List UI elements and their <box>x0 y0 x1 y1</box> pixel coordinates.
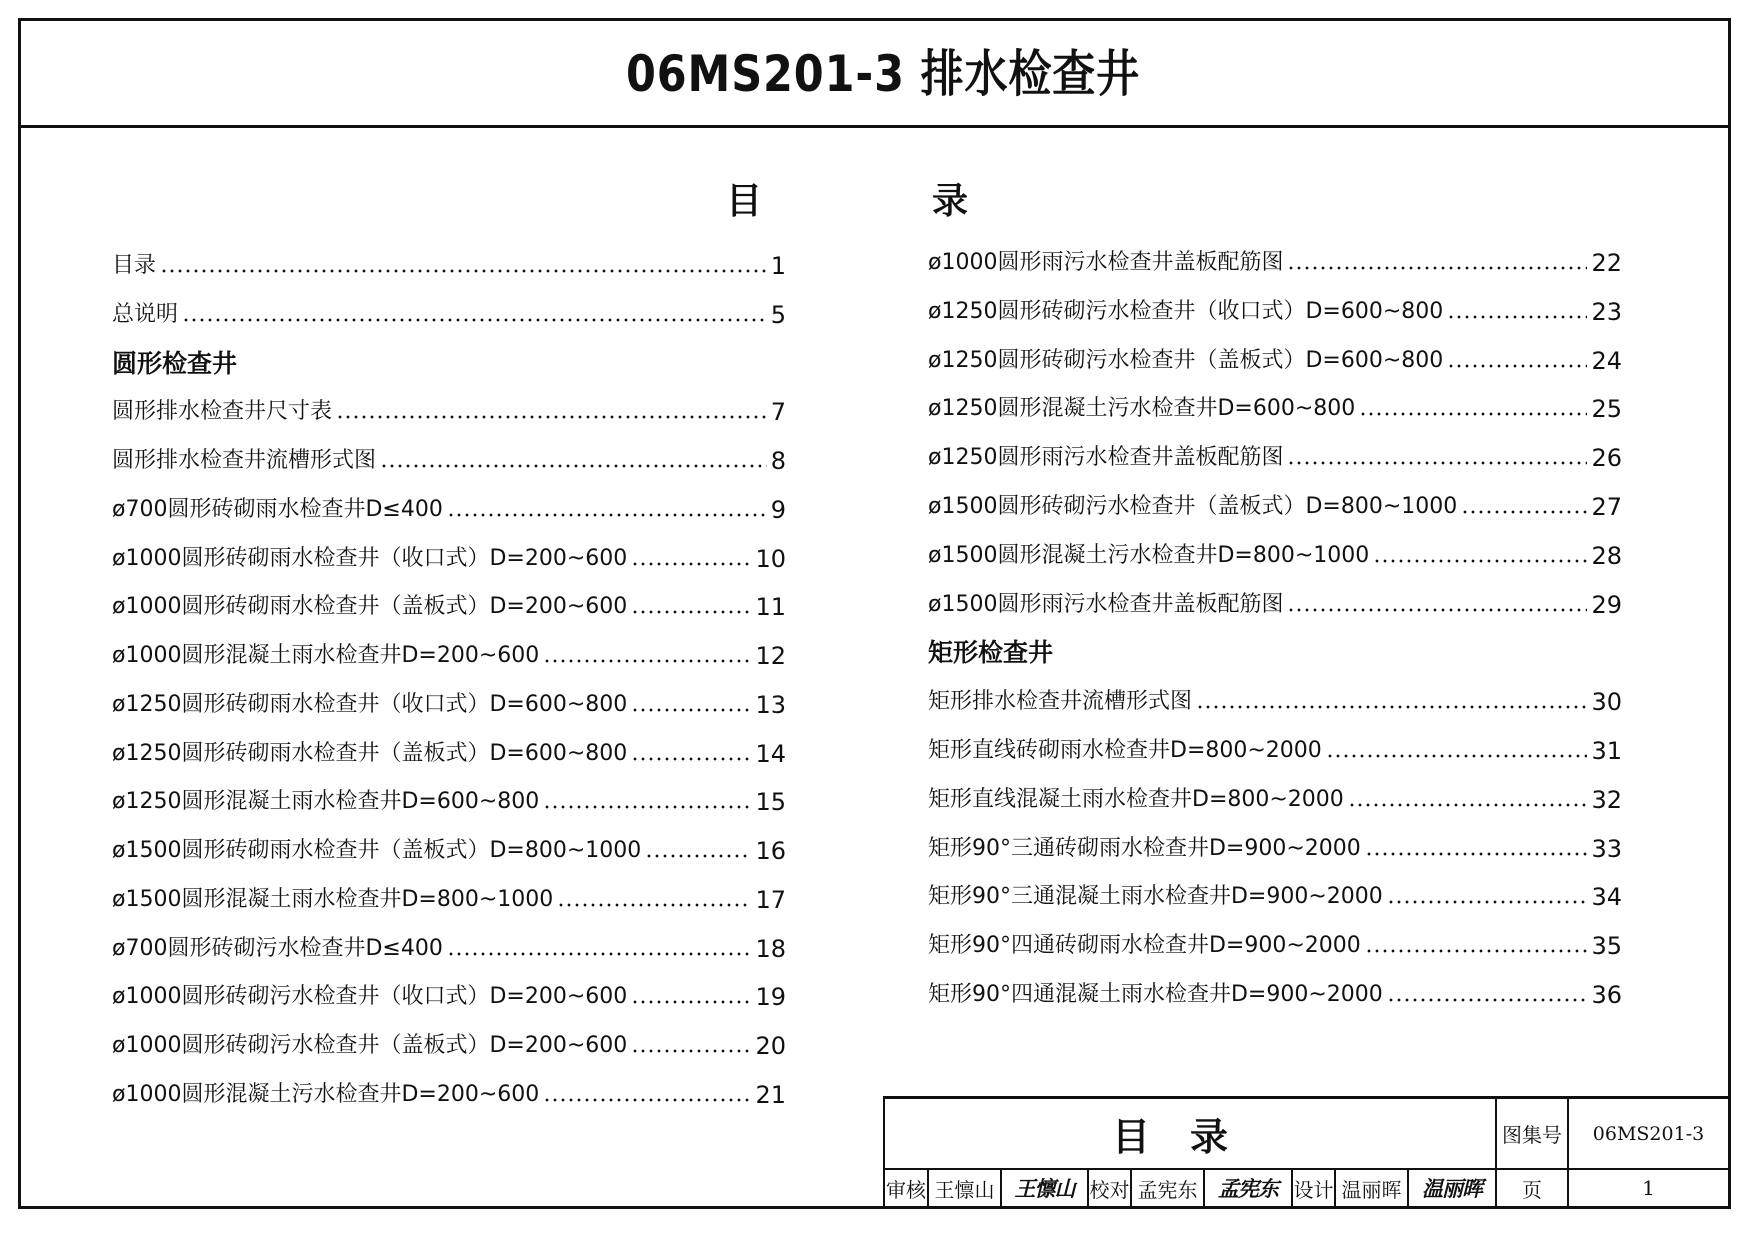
toc-page-number: 27 <box>1591 493 1622 521</box>
main-title: 06MS201-3 排水检查井 <box>625 45 1140 103</box>
dot-leader <box>543 1098 751 1102</box>
toc-entry-label: ø1500圆形砖砌污水检查井（盖板式）D=800~1000 <box>928 494 1458 519</box>
toc-entry-label: ø1250圆形砖砌污水检查井（收口式）D=600~800 <box>928 298 1444 324</box>
dot-leader <box>1365 852 1588 856</box>
toc-entry[interactable] <box>928 248 1622 278</box>
toc-page-number: 11 <box>755 593 786 622</box>
toc-entry-label: ø1000圆形砖砌雨水检查井（收口式）D=200~600 <box>112 545 628 571</box>
toc-entry[interactable] <box>112 1080 786 1110</box>
dot-leader <box>182 318 767 322</box>
toc-entry-label: ø1000圆形雨污水检查井盖板配筋图 <box>928 250 1284 275</box>
toc-entry[interactable] <box>928 443 1622 473</box>
dot-leader <box>1287 608 1587 612</box>
dot-leader <box>631 1049 751 1053</box>
toc-entry-label: 矩形直线砖砌雨水检查井D=800~2000 <box>928 738 1322 763</box>
dot-leader <box>631 708 751 712</box>
atlas-no-label: 图集号 <box>1502 1123 1562 1147</box>
toc-entry[interactable] <box>112 934 786 964</box>
toc-page-number: 19 <box>755 983 786 1012</box>
toc-entry[interactable] <box>928 297 1622 327</box>
toc-page-number: 22 <box>1591 249 1622 277</box>
toc-page-number: 26 <box>1591 444 1622 473</box>
dot-leader <box>1287 266 1587 270</box>
toc-entry-label: ø1250圆形砖砌污水检查井（盖板式）D=600~800 <box>928 347 1444 373</box>
toc-entry[interactable] <box>112 690 786 720</box>
toc-page-number: 17 <box>755 885 786 914</box>
toc-page-number: 16 <box>755 837 786 865</box>
toc-entry-label: ø1000圆形砖砌雨水检查井（盖板式）D=200~600 <box>112 594 628 620</box>
toc-left-column <box>112 0 786 1239</box>
toc-page-number: 28 <box>1591 541 1622 570</box>
toc-entry[interactable] <box>112 397 786 427</box>
toc-page-number: 8 <box>770 447 786 475</box>
check-signature: 孟宪东 <box>1218 1176 1278 1201</box>
page-value: 1 <box>1642 1176 1655 1200</box>
toc-page-number: 21 <box>755 1080 786 1109</box>
toc-entry-label: ø1000圆形砖砌污水检查井（盖板式）D=200~600 <box>112 1033 628 1058</box>
toc-page-number: 29 <box>1591 590 1622 619</box>
toc-entry[interactable] <box>112 836 786 866</box>
dot-leader <box>631 1000 751 1004</box>
toc-page-number: 10 <box>755 544 786 573</box>
toc-page-number: 5 <box>770 300 786 329</box>
toc-entry-label: 圆形检查井 <box>112 348 238 378</box>
toc-entry-label: 总说明 <box>112 301 179 327</box>
dot-leader <box>1461 510 1587 514</box>
dot-leader <box>1287 461 1587 465</box>
review-signature: 王懔山 <box>1014 1176 1075 1201</box>
toc-entry-label: 矩形90°三通砖砌雨水检查井D=900~2000 <box>928 835 1361 861</box>
toc-entry-label: 矩形排水检查井流槽形式图 <box>928 689 1193 715</box>
toc-right-column <box>928 0 1622 1239</box>
toc-entry-label: ø1000圆形混凝土污水检查井D=200~600 <box>112 1081 540 1107</box>
toc-heading-left: 目 <box>726 181 763 222</box>
toc-entry-label: ø1250圆形砖砌雨水检查井（盖板式）D=600~800 <box>112 740 628 766</box>
atlas-no-value: 06MS201-3 <box>1592 1122 1705 1145</box>
toc-entry[interactable] <box>928 394 1622 424</box>
dot-leader <box>557 903 751 907</box>
toc-entry-label: ø1500圆形雨污水检查井盖板配筋图 <box>928 591 1284 617</box>
toc-entry[interactable] <box>112 739 786 769</box>
toc-page-number: 12 <box>755 642 786 670</box>
toc-entry-label: 目录 <box>112 253 157 278</box>
toc-entry[interactable] <box>928 834 1622 864</box>
toc-entry[interactable] <box>112 982 786 1012</box>
dot-leader <box>645 854 751 858</box>
dot-leader <box>1196 705 1587 709</box>
toc-page-number: 1 <box>770 252 786 280</box>
sheet-title: 目录 <box>1111 1115 1268 1159</box>
design-label: 设计 <box>1293 1177 1334 1202</box>
toc-entry-label: ø1000圆形砖砌污水检查井（收口式）D=200~600 <box>112 984 628 1010</box>
toc-page-number: 20 <box>755 1032 786 1060</box>
dot-leader <box>1387 998 1588 1002</box>
dot-leader <box>1326 754 1588 758</box>
toc-entry[interactable] <box>112 1031 786 1061</box>
toc-page-number: 32 <box>1591 785 1622 814</box>
toc-entry-label: ø1000圆形混凝土雨水检查井D=200~600 <box>112 643 540 668</box>
dot-leader <box>1373 559 1587 563</box>
toc-entry[interactable] <box>112 544 786 574</box>
toc-entry-label: ø700圆形砖砌雨水检查井D≤400 <box>112 496 443 522</box>
toc-entry[interactable] <box>112 495 786 525</box>
toc-page-number: 30 <box>1591 688 1622 717</box>
design-signature: 温丽晖 <box>1422 1176 1482 1201</box>
toc-page-number: 14 <box>755 739 786 768</box>
toc-entry[interactable] <box>928 492 1622 522</box>
toc-section-heading <box>928 638 1622 668</box>
toc-entry-label: 圆形排水检查井尺寸表 <box>112 399 333 425</box>
toc-entry-label: ø1500圆形砖砌雨水检查井（盖板式）D=800~1000 <box>112 838 642 863</box>
dot-leader <box>336 415 767 419</box>
toc-page-number: 31 <box>1591 737 1622 765</box>
check-name: 孟宪东 <box>1137 1177 1198 1202</box>
toc-entry[interactable] <box>112 592 786 622</box>
toc-page-number: 18 <box>755 934 786 963</box>
toc-entry[interactable] <box>112 885 786 915</box>
toc-entry-label: ø1250圆形砖砌雨水检查井（收口式）D=600~800 <box>112 691 628 717</box>
toc-entry-label: ø1500圆形混凝土雨水检查井D=800~1000 <box>112 886 554 912</box>
check-label: 校对 <box>1089 1177 1130 1202</box>
toc-page-number: 33 <box>1591 834 1622 863</box>
toc-entry-label: ø1250圆形雨污水检查井盖板配筋图 <box>928 445 1284 471</box>
dot-leader <box>1348 803 1588 807</box>
toc-page-number: 15 <box>755 788 786 817</box>
toc-page-number: 23 <box>1591 297 1622 326</box>
toc-entry-label: 矩形90°四通砖砌雨水检查井D=900~2000 <box>928 933 1361 959</box>
dot-leader <box>1447 364 1587 368</box>
toc-entry-label: 矩形90°三通混凝土雨水检查井D=900~2000 <box>928 884 1383 910</box>
dot-leader <box>380 464 767 468</box>
dot-leader <box>1359 412 1587 416</box>
dot-leader <box>631 610 751 614</box>
toc-entry[interactable] <box>112 446 786 476</box>
toc-entry[interactable] <box>112 300 786 330</box>
toc-page-number: 24 <box>1591 346 1622 375</box>
toc-entry-label: ø1250圆形混凝土污水检查井D=600~800 <box>928 396 1356 422</box>
toc-page-number: 35 <box>1591 932 1622 961</box>
toc-page-number: 36 <box>1591 981 1622 1009</box>
toc-page-number: 25 <box>1591 395 1622 424</box>
toc-entry[interactable] <box>928 541 1622 571</box>
toc-section-heading <box>112 349 786 379</box>
dot-leader <box>1387 900 1588 904</box>
toc-entry-label: ø700圆形砖砌污水检查井D≤400 <box>112 935 443 961</box>
toc-entry[interactable] <box>928 590 1622 620</box>
dot-leader <box>447 513 767 517</box>
dot-leader <box>543 659 751 663</box>
dot-leader <box>1365 949 1588 953</box>
toc-entry[interactable] <box>928 687 1622 717</box>
toc-entry[interactable] <box>112 787 786 817</box>
toc-page-number: 34 <box>1591 883 1622 912</box>
toc-entry-label: 矩形直线混凝土雨水检查井D=800~2000 <box>928 786 1344 812</box>
page-label: 页 <box>1522 1177 1542 1202</box>
toc-entry[interactable] <box>928 785 1622 815</box>
toc-entry[interactable] <box>112 641 786 671</box>
toc-entry[interactable] <box>112 251 786 281</box>
toc-entry[interactable] <box>928 980 1622 1010</box>
review-label: 审核 <box>886 1177 926 1202</box>
toc-entry-label: ø1500圆形混凝土污水检查井D=800~1000 <box>928 542 1370 568</box>
review-name: 王懔山 <box>934 1177 995 1202</box>
toc-entry[interactable] <box>928 931 1622 961</box>
toc-page-number: 9 <box>770 495 786 524</box>
dot-leader <box>631 757 751 761</box>
toc-entry[interactable] <box>928 346 1622 376</box>
dot-leader <box>1447 315 1587 319</box>
toc-entry-label: ø1250圆形混凝土雨水检查井D=600~800 <box>112 789 540 815</box>
dot-leader <box>631 562 751 566</box>
toc-entry-label: 矩形90°四通混凝土雨水检查井D=900~2000 <box>928 982 1383 1007</box>
toc-entry[interactable] <box>928 736 1622 766</box>
dot-leader <box>447 952 752 956</box>
toc-heading-right: 录 <box>932 181 969 222</box>
toc-entry-label: 矩形检查井 <box>928 638 1054 668</box>
dot-leader <box>543 805 751 809</box>
dot-leader <box>160 269 767 273</box>
toc-page-number: 7 <box>770 398 786 427</box>
design-name: 温丽晖 <box>1341 1177 1402 1202</box>
toc-entry-label: 圆形排水检查井流槽形式图 <box>112 448 377 473</box>
toc-entry[interactable] <box>928 882 1622 912</box>
toc-page-number: 13 <box>755 690 786 719</box>
